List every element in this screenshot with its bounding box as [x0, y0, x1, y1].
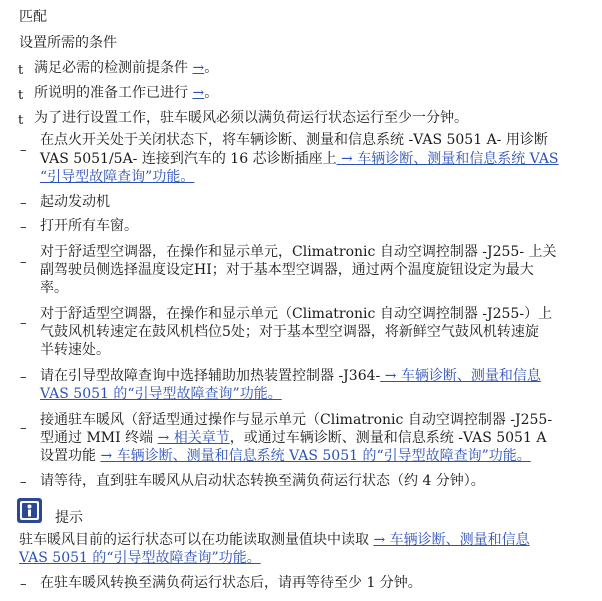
- step-marker: –: [20, 316, 27, 331]
- step-text: 率。: [40, 280, 68, 296]
- vas5051-link[interactable]: → 车辆诊断、测量和信息系统 VAS: [336, 151, 559, 167]
- step-text-part: ，或通过车辆诊断、测量和信息系统 -VAS 5051 A: [229, 430, 547, 446]
- guided-fault-finding-link[interactable]: “引导型故障查询”功能。: [40, 169, 195, 185]
- step-text: 起动发动机: [40, 194, 110, 210]
- section-heading-conditions: 设置所需的条件: [19, 35, 117, 51]
- note-text: [19, 550, 261, 567]
- step-text: 副驾驶员侧选择温度设定HI；对于基本型空调器，通过两个温度旋钮设定为最大: [40, 262, 534, 278]
- step-text: [40, 368, 541, 385]
- period: 。: [204, 85, 219, 101]
- guided-fault-finding-link[interactable]: VAS 5051 的“引导型故障查询”功能。: [19, 550, 261, 566]
- list-item: [34, 85, 218, 102]
- step-text: [40, 169, 194, 186]
- step-text: [40, 386, 282, 403]
- step-text: 半转速处。: [40, 342, 110, 358]
- step-text-part: VAS 5051/5A- 连接到汽车的 16 芯诊断插座上: [40, 151, 337, 167]
- note-text: [19, 532, 530, 549]
- step-text: [40, 151, 559, 168]
- step-text: 在驻车暖风转换至满负荷运行状态后，请再等待至少 1 分钟。: [40, 575, 422, 591]
- step-text: 对于舒适型空调器，在操作和显示单元（Climatronic 自动空调控制器 -J255-）上: [40, 306, 553, 322]
- list-item-text: 所说明的准备工作已进行: [34, 85, 193, 101]
- step-text: [40, 430, 546, 447]
- step-text: 打开所有车窗。: [40, 218, 138, 234]
- step-marker: –: [20, 421, 27, 436]
- list-marker: t: [18, 63, 24, 78]
- step-marker: –: [20, 143, 27, 158]
- step-marker: –: [20, 196, 27, 211]
- step-marker: –: [20, 475, 27, 490]
- vas5051-link[interactable]: → 车辆诊断、测量和信息: [373, 532, 530, 548]
- step-text: 请等待，直到驻车暖风从启动状态转换至满负荷运行状态（约 4 分钟）。: [40, 473, 485, 489]
- list-marker: t: [18, 113, 24, 128]
- guided-fault-finding-link[interactable]: VAS 5051 的“引导型故障查询”功能。: [40, 386, 282, 402]
- list-item: [34, 60, 218, 77]
- info-icon: [17, 498, 42, 523]
- step-text: 气鼓风机转速定在鼓风机档位5处；对于基本型空调器，将新鲜空气鼓风机转速旋: [40, 324, 539, 340]
- note-title: 提示: [55, 510, 83, 526]
- vas5051-guided-link[interactable]: → 车辆诊断、测量和信息系统 VAS 5051 的“引导型故障查询”功能。: [100, 448, 531, 464]
- list-item: 为了进行设置工作，驻车暖风必须以满负荷运行状态运行至少一分钟。: [34, 110, 468, 126]
- step-text-part: 请在引导型故障查询中选择辅助加热装置控制器 -J364-: [40, 368, 381, 384]
- step-marker: –: [20, 220, 27, 235]
- step-text-part: 设置功能: [40, 448, 101, 464]
- step-marker: –: [20, 255, 27, 270]
- vas5051-link[interactable]: → 车辆诊断、测量和信息: [380, 368, 541, 384]
- related-chapter-link[interactable]: → 相关章节: [157, 430, 230, 446]
- step-text: 在点火开关处于关闭状态下，将车辆诊断、测量和信息系统 -VAS 5051 A- 用诊断: [40, 132, 548, 148]
- list-marker: t: [18, 88, 24, 103]
- note-text-part: 驻车暖风目前的运行状态可以在功能读取测量值块中读取: [19, 532, 374, 548]
- list-item-text: 满足必需的检测前提条件: [34, 60, 193, 76]
- preparation-link[interactable]: →: [192, 85, 205, 101]
- step-text: [40, 448, 531, 465]
- section-heading-match: 匹配: [19, 9, 47, 25]
- step-text: 对于舒适型空调器，在操作和显示单元，Climatronic 自动空调控制器 -J255- 上关: [40, 244, 557, 260]
- step-text: 接通驻车暖风（舒适型通过操作与显示单元（Climatronic 自动空调控制器 -J255-: [40, 412, 553, 428]
- prerequisites-link[interactable]: →: [192, 60, 205, 76]
- step-marker: –: [20, 370, 27, 385]
- step-text-part: 型通过 MMI 终端: [40, 430, 158, 446]
- period: 。: [204, 60, 219, 76]
- step-marker: –: [20, 577, 27, 592]
